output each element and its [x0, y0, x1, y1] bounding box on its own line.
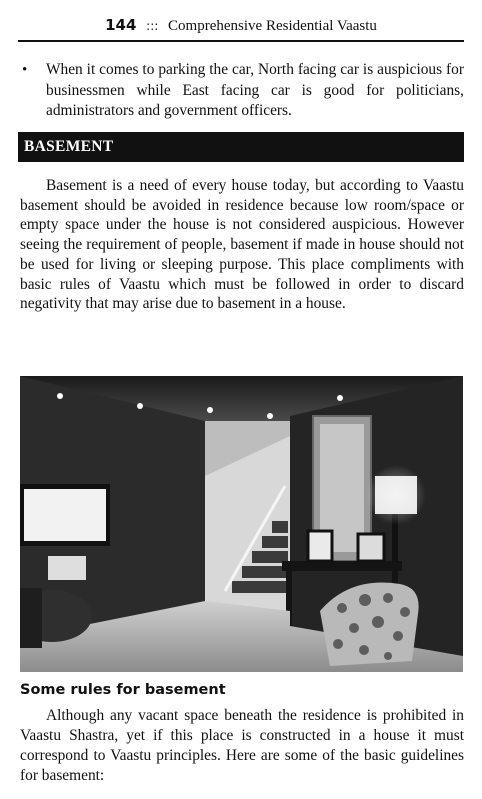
header-separator: ::: [146, 19, 159, 33]
section-heading-banner [18, 132, 464, 162]
basement-interior-photo [20, 376, 463, 672]
page-number: 144 [105, 16, 137, 34]
bullet-marker: • [22, 62, 28, 78]
book-title: Comprehensive Residential Vaastu [168, 18, 377, 34]
subsection-paragraph: Although any vacant space beneath the residence is prohibited in Vaastu Shastra, yet if this place is constructed in a house it must correspond to Vaastu principles. Here are some of the basic guidelines for basement: [20, 707, 464, 784]
section-paragraph: Basement is a need of every house today, but according to Vaastu basement should be avoided in residence because low room/space or empty space under the house is not considered auspicious. However seeing the requirement of people, basement if made in house should not be used for living or sleeping purpose. This place compliments with basic rules of Vaastu which must be followed in order to discard negativity that may arise due to basement in a house. [20, 177, 464, 313]
page-header [18, 14, 464, 42]
subsection-title: Some rules for basement [20, 682, 226, 698]
bullet-text: When it comes to parking the car, North facing car is auspicious for businessmen while East facing car is good for politicians, administrators and government officers. [46, 61, 464, 119]
bullet-item [22, 60, 464, 122]
section-title: BASEMENT [24, 138, 114, 155]
